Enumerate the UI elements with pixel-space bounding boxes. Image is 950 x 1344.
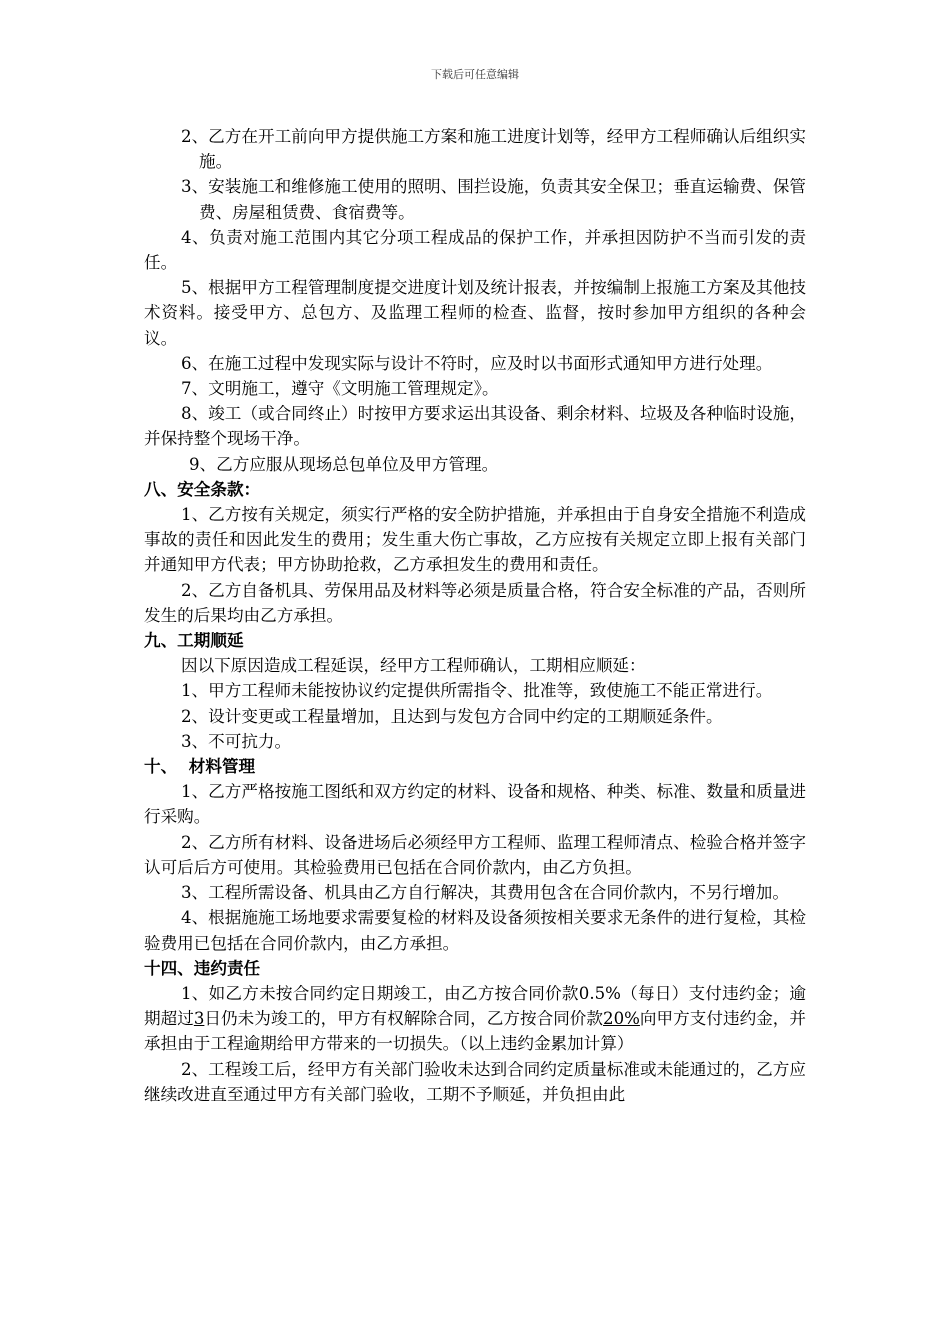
clause-9-2: 2、设计变更或工程量增加，且达到与发包方合同中约定的工期顺延条件。 (181, 706, 723, 726)
page-header-note: 下载后可任意编辑 (431, 68, 519, 81)
clause-14-1-part2: （每日）支付违约金；逾期超过 (144, 983, 807, 1029)
clause-7-8: 8、竣工（或合同终止）时按甲方要求运出其设备、剩余材料、垃圾及各种临时设施，并保持整个现场干净。 (144, 404, 806, 449)
clause-14-1-part3: 日仍未为竣工的，甲方有权解除合同，乙方按合同价款 (204, 1009, 604, 1029)
clause-7-7: 7、文明施工，遵守《文明施工管理规定》。 (181, 379, 499, 399)
clause-14-1 (144, 981, 806, 1057)
clause-14-2: 2、工程竣工后，经甲方有关部门验收未达到合同约定质量标准或未能通过的，乙方应继续改进直至通过甲方有关部门验收，工期不予顺延，并负担由此 (144, 1059, 806, 1104)
penalty-percent: 20% (603, 1009, 640, 1029)
penalty-rate: 0.5% (578, 983, 621, 1003)
section-9-intro: 因以下原因造成工程延误，经甲方工程师确认，工期相应顺延： (181, 656, 646, 676)
clause-7-3: 3、安装施工和维修施工使用的照明、围拦设施，负责其安全保卫；垂直运输费、保管费、房屋租赁费、食宿费等。 (181, 177, 806, 222)
section-10-heading: 十、 材料管理 (144, 757, 256, 777)
clause-10-2: 2、乙方所有材料、设备进场后必须经甲方工程师、监理工程师清点、检验合格并签字认可后后方可使用。其检验费用已包括在合同价款内，由乙方负担。 (144, 832, 806, 877)
clause-7-9: 9、乙方应服从现场总包单位及甲方管理。 (189, 454, 499, 474)
section-14-heading: 十四、违约责任 (144, 958, 261, 978)
clause-10-3: 3、工程所需设备、机具由乙方自行解决，其费用包含在合同价款内，不另行增加。 (181, 883, 789, 903)
clause-7-4: 4、负责对施工范围内其它分项工程成品的保护工作，并承担因防护不当而引发的责任。 (144, 227, 806, 273)
clause-9-3: 3、不可抗力。 (181, 731, 292, 751)
clause-7-2: 2、乙方在开工前向甲方提供施工方案和施工进度计划等，经甲方工程师确认后组织实施。 (181, 127, 806, 172)
overdue-days: 3 (193, 1009, 205, 1029)
clause-10-4: 4、根据施施工场地要求需要复检的材料及设备须按相关要求无条件的进行复检，其检验费用已包括在合同价款内，由乙方承担。 (144, 908, 806, 953)
clause-10-1: 1、乙方严格按施工图纸和双方约定的材料、设备和规格、种类、标准、数量和质量进行采购。 (144, 782, 806, 827)
clause-7-6: 6、在施工过程中发现实际与设计不符时，应及时以书面形式通知甲方进行处理。 (181, 353, 773, 373)
clause-9-1: 1、甲方工程师未能按协议约定提供所需指令、批准等，致使施工不能正常进行。 (181, 681, 773, 701)
clause-8-2: 2、乙方自备机具、劳保用品及材料等必须是质量合格，符合安全标准的产品，否则所发生的后果均由乙方承担。 (144, 580, 806, 625)
section-8-heading: 八、安全条款： (144, 479, 261, 499)
clause-8-1: 1、乙方按有关规定，须实行严格的安全防护措施，并承担由于自身安全措施不利造成事故的责任和因此发生的费用；发生重大伤亡事故，乙方应按有关规定立即上报有关部门并通知甲方代表；甲方协助抢救，乙方承担发生的费用和责任。 (144, 505, 806, 575)
document-body (144, 124, 806, 1107)
clause-14-1-part1: 1、如乙方未按合同约定日期竣工，由乙方按合同价款 (181, 983, 579, 1003)
clause-7-5: 5、根据甲方工程管理制度提交进度计划及统计报表，并按编制上报施工方案及其他技术资料。接受甲方、总包方、及监理工程师的检查、监督，按时参加甲方组织的各种会议。 (144, 278, 806, 348)
section-9-heading: 九、工期顺延 (144, 631, 244, 651)
clause-14-1-part4: 向甲方支付违约金，并承担由于工程逾期给甲方带来的一切损失。（以上违约金累加计算） (144, 1009, 807, 1054)
